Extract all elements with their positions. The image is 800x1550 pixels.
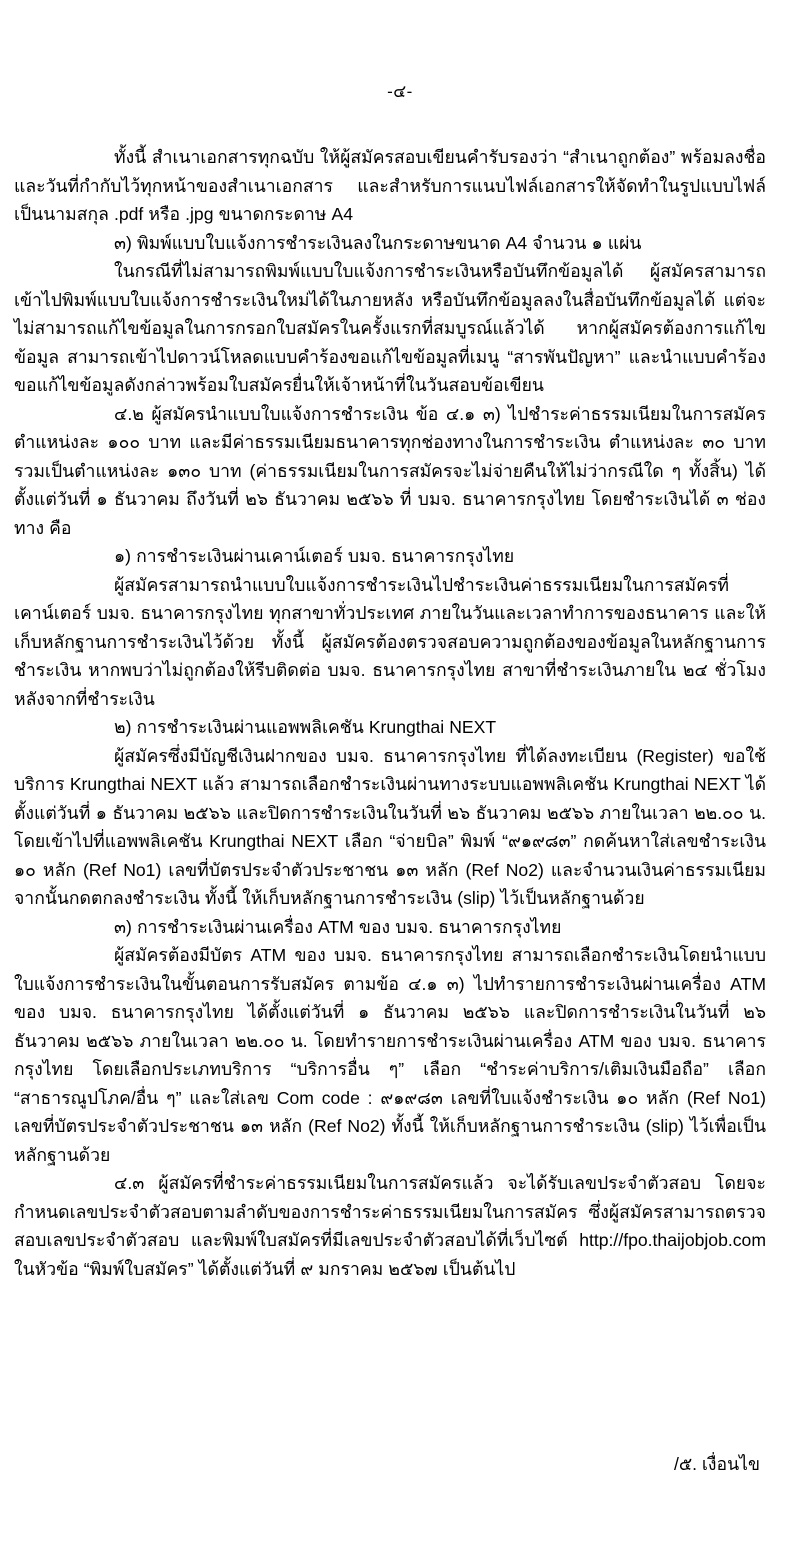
paragraph: ๑) การชำระเงินผ่านเคาน์เตอร์ บมจ. ธนาคารกรุงไทย [114, 546, 515, 566]
paragraph: ผู้สมัครต้องมีบัตร ATM ของ บมจ. ธนาคารกรุงไทย สามารถเลือกชำระเงินโดยนำแบบใบแจ้งการชำระเงินในขั้นตอนการรับสมัคร ตามข้อ ๔.๑ ๓) ไปทำรายการชำระเงินผ่านเครื่อง ATM ของ บมจ. ธนาคารกรุงไทย ได้ตั้งแต่วันที่ ๑ ธันวาคม ๒๕๖๖ และปิดการชำระเงินในวันที่ ๒๖ ธันวาคม ๒๕๖๖ ภายในเวลา ๒๒.๐๐ น. โดยทำรายการชำระเงินผ่านเครื่อง ATM ของ บมจ. ธนาคารกรุงไทย โดยเลือกประเภทบริการ “บริการอื่น ๆ” เลือก “ชำระค่าบริการ/เติมเงินมือถือ” เลือก “สาธารณูปโภค/อื่น ๆ” และใส่เลข Com code : ๙๑๙๘๓ เลขที่ใบแจ้งชำระเงิน ๑๐ หลัก (Ref No1) เลขที่บัตรประจำตัวประชาชน ๑๓ หลัก (Ref No2) ทั้งนี้ ให้เก็บหลักฐานการชำระเงิน (slip) ไว้เพื่อเป็นหลักฐานด้วย [14, 945, 766, 1165]
paragraph: ในกรณีที่ไม่สามารถพิมพ์แบบใบแจ้งการชำระเงินหรือบันทึกข้อมูลได้ ผู้สมัครสามารถเข้าไปพิมพ์แบบใบแจ้งการชำระเงินใหม่ได้ในภายหลัง หรือบันทึกข้อมูลลงในสื่อบันทึกข้อมูลได้ แต่จะไม่สามารถแก้ไขข้อมูลในการกรอกใบสมัครในครั้งแรกที่สมบูรณ์แล้วได้ หากผู้สมัครต้องการแก้ไขข้อมูล สามารถเข้าไปดาวน์โหลดแบบคำร้องขอแก้ไขข้อมูลที่เมนู “สารพันปัญหา” และนำแบบคำร้องขอแก้ไขข้อมูลดังกล่าวพร้อมใบสมัครยื่นให้เจ้าหน้าที่ในวันสอบข้อเขียน [14, 261, 766, 395]
footer-continuation-note: /๕. เงื่อนไข [673, 1454, 760, 1474]
document-page [0, 78, 800, 1550]
paragraph: ๓) พิมพ์แบบใบแจ้งการชำระเงินลงในกระดาษขนาด A4 จำนวน ๑ แผ่น [114, 232, 642, 253]
paragraph: ๒) การชำระเงินผ่านแอพพลิเคชัน Krungthai NEXT [114, 717, 497, 737]
page-number: -๔- [387, 82, 413, 101]
paragraph: ๓) การชำระเงินผ่านเครื่อง ATM ของ บมจ. ธนาคารกรุงไทย [114, 916, 562, 937]
paragraph: ผู้สมัครสามารถนำแบบใบแจ้งการชำระเงินไปชำระเงินค่าธรรมเนียมในการสมัครที่เคาน์เตอร์ บมจ. ธนาคารกรุงไทย ทุกสาขาทั่วประเทศ ภายในวันและเวลาทำการของธนาคาร และให้เก็บหลักฐานการชำระเงินไว้ด้วย ทั้งนี้ ผู้สมัครต้องตรวจสอบความถูกต้องของข้อมูลในหลักฐานการชำระเงิน หากพบว่าไม่ถูกต้องให้รีบติดต่อ บมจ. ธนาคารกรุงไทย สาขาที่ชำระเงินภายใน ๒๔ ชั่วโมง หลังจากที่ชำระเงิน [14, 574, 766, 709]
document-body [14, 105, 766, 1283]
paragraph: ๔.๒ ผู้สมัครนำแบบใบแจ้งการชำระเงิน ข้อ ๔.๑ ๓) ไปชำระค่าธรรมเนียมในการสมัคร ตำแหน่งละ ๑๐๐ บาท และมีค่าธรรมเนียมธนาคารทุกช่องทางในการชำระเงิน ตำแหน่งละ ๓๐ บาท รวมเป็นตำแหน่งละ ๑๓๐ บาท (ค่าธรรมเนียมในการสมัครจะไม่จ่ายคืนให้ไม่ว่ากรณีใด ๆ ทั้งสิ้น) ได้ตั้งแต่วันที่ ๑ ธันวาคม ถึงวันที่ ๒๖ ธันวาคม ๒๕๖๖ ที่ บมจ. ธนาคารกรุงไทย โดยชำระเงินได้ ๓ ช่องทาง คือ [14, 403, 766, 538]
paragraph: ๔.๓ ผู้สมัครที่ชำระค่าธรรมเนียมในการสมัครแล้ว จะได้รับเลขประจำตัวสอบ โดยจะกำหนดเลขประจำตัวสอบตามลำดับของการชำระค่าธรรมเนียมในการสมัคร ซึ่งผู้สมัครสามารถตรวจสอบเลขประจำตัวสอบ และพิมพ์ใบสมัครที่มีเลขประจำตัวสอบได้ที่เว็บไซต์ http://fpo.thaijobjob.com ในหัวข้อ “พิมพ์ใบสมัคร” ได้ตั้งแต่วันที่ ๙ มกราคม ๒๕๖๗ เป็นต้นไป [14, 1173, 766, 1279]
paragraph: ผู้สมัครซึ่งมีบัญชีเงินฝากของ บมจ. ธนาคารกรุงไทย ที่ได้ลงทะเบียน (Register) ขอใช้บริการ Krungthai NEXT แล้ว สามารถเลือกชำระเงินผ่านทางระบบแอพพลิเคชัน Krungthai NEXT ได้ตั้งแต่วันที่ ๑ ธันวาคม ๒๕๖๖ และปิดการชำระเงินในวันที่ ๒๖ ธันวาคม ๒๕๖๖ ภายในเวลา ๒๒.๐๐ น. โดยเข้าไปที่แอพพลิเคชัน Krungthai NEXT เลือก “จ่ายบิล” พิมพ์ “๙๑๙๘๓” กดค้นหาใส่เลขชำระเงิน ๑๐ หลัก (Ref No1) เลขที่บัตรประจำตัวประชาชน ๑๓ หลัก (Ref No2) และจำนวนเงินค่าธรรมเนียม จากนั้นกดตกลงชำระเงิน ทั้งนี้ ให้เก็บหลักฐานการชำระเงิน (slip) ไว้เป็นหลักฐานด้วย [14, 745, 766, 908]
paragraph: ทั้งนี้ สำเนาเอกสารทุกฉบับ ให้ผู้สมัครสอบเขียนคำรับรองว่า “สำเนาถูกต้อง” พร้อมลงชื่อ และวันที่กำกับไว้ทุกหน้าของสำเนาเอกสาร และสำหรับการแนบไฟล์เอกสารให้จัดทำในรูปแบบไฟล์เป็นนามสกุล .pdf หรือ .jpg ขนาดกระดาษ A4 [14, 147, 766, 224]
